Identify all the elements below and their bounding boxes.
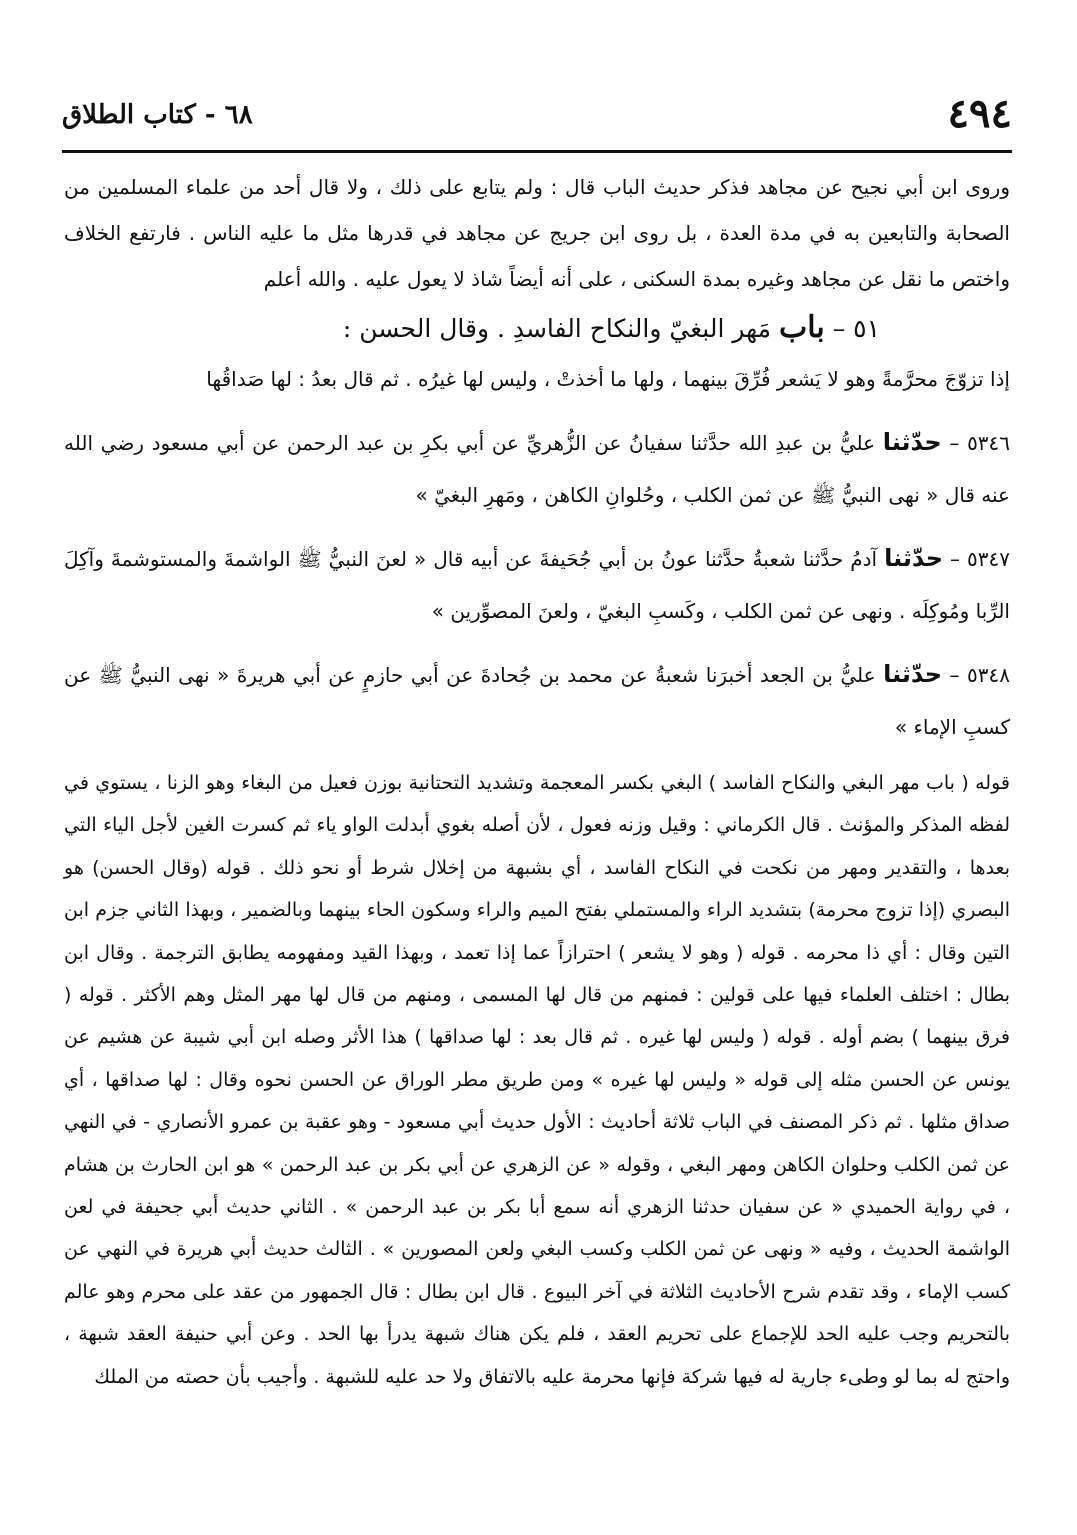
hadith-text: آدمُ حدَّثنا شعبةُ حدَّثنا عونُ بن أبي جُحَيفةَ عن أبيه قال « لعنَ النبيُّ ﷺ الواشمةَ والمستوشمةَ وآكِلَ الرِّبا ومُوكِلَه . ونهى عن ثمن الكلب ، وكَسبِ البغيّ ، ولعنَ المصوِّرين »	[64, 547, 1010, 623]
hasan-quote: إذا تزوّجَ محرَّمةً وهو لا يَشعر فُرِّقَ بينهما ، ولها ما أخذتْ ، وليس لها غيرُه . ثم قال بعدُ : لها صَداقُها	[206, 367, 1010, 391]
hadith-5348	[64, 648, 1010, 753]
commentary-paragraph: قوله ( باب مهر البغي والنكاح الفاسد ) البغي بكسر المعجمة وتشديد التحتانية بوزن فعيل من البغاء وهو الزنا ، يستوي في لفظه المذكر والمؤنث . قال الكرماني : وقيل وزنه فعول ، لأن أصله بغوي أبدلت الواو ياء ثم كسرت الغين لأجل الياء التي بعدها ، والتقدير ومهر من نكحت في النكاح الفاسد ، أي بشبهة من إخلال شرط أو نحو ذلك . قوله (وقال الحسن) هو البصري (إذا تزوج محرمة) بتشديد الراء والمستملي بفتح الميم والراء وسكون الحاء بينهما وبالضمير ، وبهذا الثاني جزم ابن التين وقال : أي ذا محرمه . قوله ( وهو لا يشعر ) احترازاً عما إذا تعمد ، وبهذا القيد ومفهومه يطابق الترجمة . وقال ابن بطال : اختلف العلماء فيها على قولين : فمنهم من قال لها المسمى ، ومنهم من قال لها مهر المثل وهم الأكثر . قوله ( فرق بينهما ) بضم أوله . قوله ( وليس لها غيره . ثم قال بعد : لها صداقها ) هذا الأثر وصله ابن أبي شيبة عن هشيم عن يونس عن الحسن مثله إلى قوله « وليس لها غيره » ومن طريق مطر الوراق عن الحسن نحوه وقال : لها صداقها ، أي صداق مثلها . ثم ذكر المصنف في الباب ثلاثة أحاديث : الأول حديث أبي مسعود - وهو عقبة بن عمرو الأنصاري - في النهي عن ثمن الكلب وحلوان الكاهن ومهر البغي ، وقوله « عن الزهري عن أبي بكر بن عبد الرحمن » هو ابن الحارث بن هشام ، في رواية الحميدي « عن سفيان حدثنا الزهري أنه سمع أبا بكر بن عبد الرحمن » . الثاني حديث أبي جحيفة في لعن الواشمة الحديث ، وفيه « ونهى عن ثمن الكلب وكسب البغي ولعن المصورين » . الثالث حديث أبي هريرة في النهي عن كسب الإماء ، وقد تقدم شرح الأحاديث الثلاثة في آخر البيوع . قال ابن بطال : قال الجمهور من عقد على محرم وهو عالم بالتحريم وجب عليه الحد للإجماع على تحريم العقد ، فلم يكن هناك شبهة يدرأ بها الحد . وعن أبي حنيفة العقد شبهة ، واحتج له بما لو وطىء جارية له فيها شركة فإنها محرمة عليه بالاتفاق ولا حد عليه للشبهة . وأجيب بأن حصته من الملك	[64, 772, 1010, 1388]
hadith-5346	[64, 416, 1010, 521]
hadith-text: عليُّ بن عبدِ الله حدَّثنا سفيانُ عن الزُّهريِّ عن أبي بكرِ بن عبد الرحمن عن أبي مسعود رضي الله عنه قال « نهى النبيُّ ﷺ عن ثمن الكلب ، وحُلوانِ الكاهن ، ومَهرِ البغيّ »	[64, 431, 1010, 507]
chapter-title: مَهر البغيّ والنكاح الفاسدِ . وقال الحسن :	[342, 314, 772, 343]
header-rule	[62, 150, 1012, 153]
hadith-number: ٥٣٤٨ –	[949, 663, 1010, 687]
running-title: ٦٨ - كتاب الطلاق	[62, 100, 253, 130]
chapter-heading	[64, 306, 1010, 351]
hadith-5347	[64, 532, 1010, 637]
chapter-number: ٥١ –	[832, 314, 880, 343]
page-header	[62, 86, 1012, 150]
haddathana-word: حدّثنا	[882, 428, 942, 456]
page-number: ٤٩٤	[947, 90, 1012, 137]
intro-paragraph: وروى ابن أبي نجيح عن مجاهد فذكر حديث الباب قال : ولم يتابع على ذلك ، ولا قال أحد من علماء المسلمين من الصحابة والتابعين به في مدة العدة ، بل روى ابن جريج عن مجاهد في قدرها مثل ما عليه الناس . فارتفع الخلاف واختص ما نقل عن مجاهد وغيره بمدة السكنى ، على أنه أيضاً شاذ لا يعول عليه . والله أعلم	[64, 175, 1010, 291]
bab-word: باب	[779, 310, 825, 345]
haddathana-word: حدّثنا	[883, 660, 943, 688]
hadith-number: ٥٣٤٧ –	[950, 547, 1010, 571]
haddathana-word: حدّثنا	[884, 544, 944, 572]
hadith-number: ٥٣٤٦ –	[949, 431, 1011, 455]
hadith-text: عليُّ بن الجعد أخبرَنا شعبةُ عن محمد بن جُحادةَ عن أبي حازمٍ عن أبي هريرةَ « نهى النبيُّ ﷺ عن كسبِ الإماء »	[64, 663, 1010, 739]
